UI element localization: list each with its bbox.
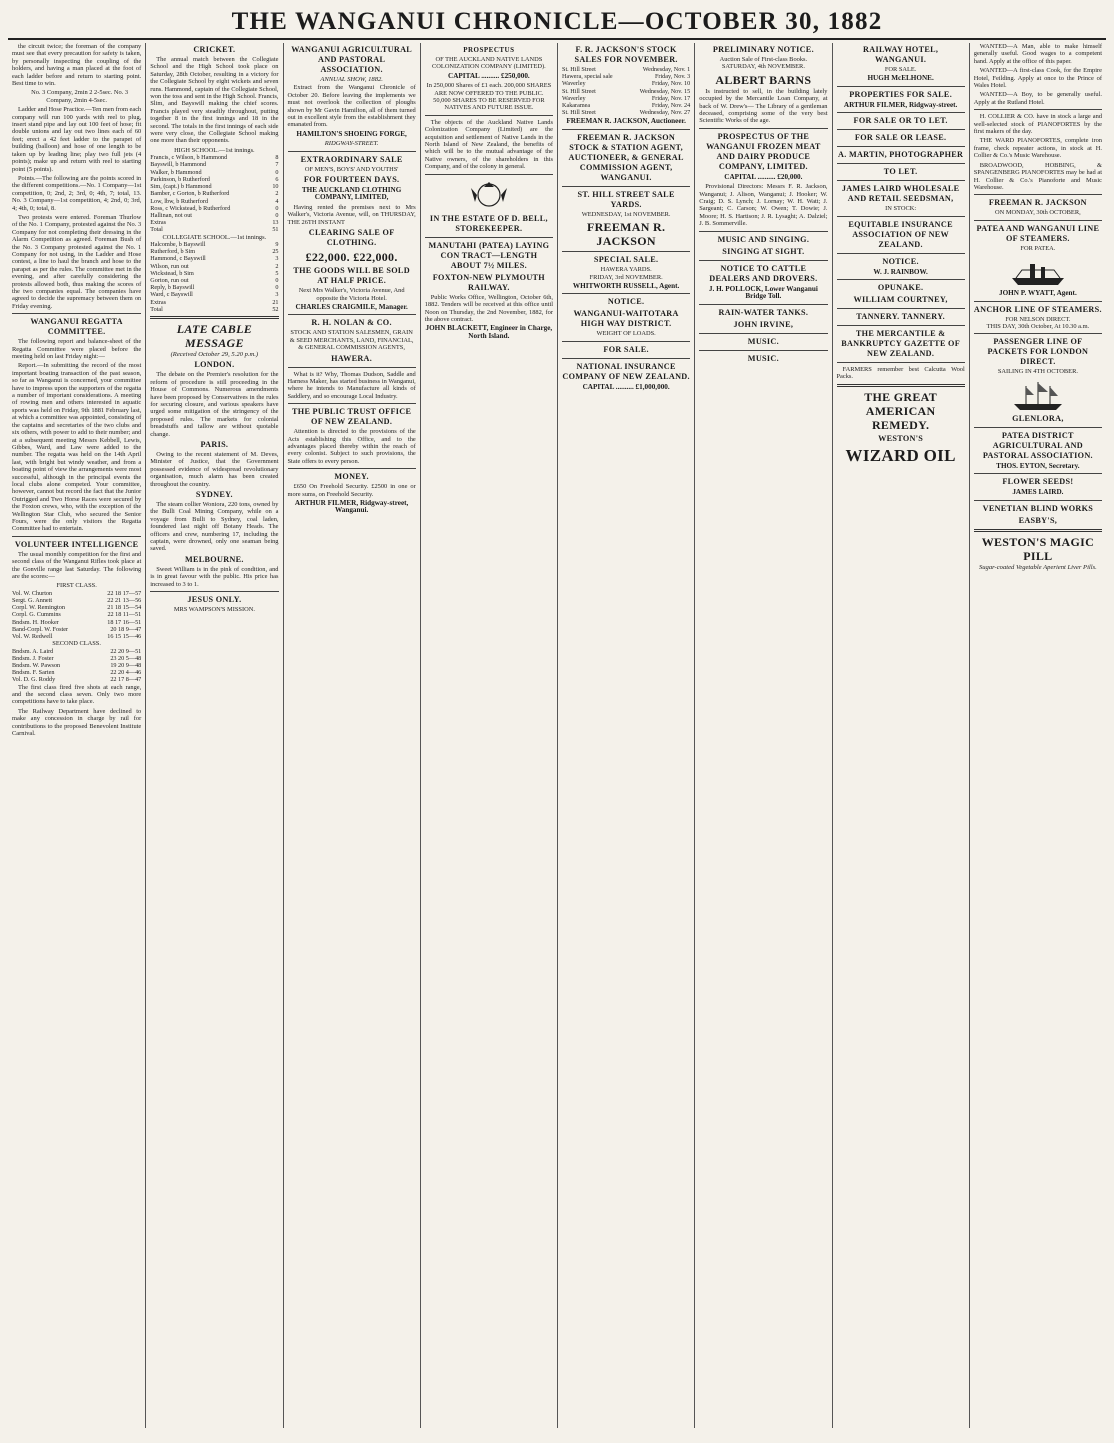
first-class-scores (12, 590, 141, 640)
table-row: Walker, b Hammond 0 (150, 168, 279, 176)
sailing-ship-icon (1008, 378, 1068, 412)
column-1 (8, 43, 145, 1428)
public-trust-text: Attention is directed to the provisions of the Acts establishing this Office, and to the advantages placed thereby within the reach of every colonist. Subject to such provisions, the State offers to every person. (287, 428, 416, 465)
hawera-yards: HAWERA YARDS. (600, 266, 652, 274)
wanted-cook: WANTED—A first-class Cook, for the Empire Hotel, Feilding. Apply at once to the Prince of Wales Hotel. (973, 67, 1102, 90)
hamilton-street: RIDGWAY-STREET. (324, 140, 379, 148)
for-sale-heading: FOR SALE. (603, 344, 649, 354)
paris-text: Owing to the recent statement of M. Deves, Minister of Justice, that the Government possessed evidence of widespread revolutionary organisation, much alarm has been created throughout the country. (150, 451, 279, 488)
column-7 (832, 43, 969, 1428)
prospectus-capital: CAPITAL .......... £250,000. (448, 71, 530, 80)
nolan-sub: STOCK AND STATION SALESMEN, GRAIN & SEED MERCHANTS, LAND, FINANCIAL, & GENERAL COMMISSION AGENTS, (289, 329, 414, 352)
table-row: Waverley Friday, Nov. 17 (562, 94, 691, 102)
table-row: Kakaramea Friday, Nov. 24 (562, 102, 691, 110)
sydney-heading: SYDNEY. (195, 490, 233, 500)
table-row: St. Hill Street Wednesday, Nov. 15 (562, 87, 691, 95)
special-sale: SPECIAL SALE. (593, 255, 659, 265)
rainbow-sign: W. J. RAINBOW. (873, 267, 928, 276)
column-2 (145, 43, 282, 1428)
volunteer-end: The first class fired five shots at each range, and the second class seven. Only two more competitions have to take place. (12, 683, 142, 706)
for-patea: FOR PATEA. (1020, 244, 1056, 252)
table-row: Hallinan, not out 0 (150, 211, 279, 219)
columns (8, 43, 1106, 1428)
column-6 (694, 43, 831, 1428)
weston-heading: WESTON'S (878, 433, 924, 443)
fire-brigade-results: No. 3 Company, 2min 2 2-5sec. No. 3 Company, 2min 4-5sec. (31, 89, 129, 104)
jesus-only-heading: JESUS ONLY. (187, 595, 242, 605)
engineer-sign: JOHN BLACKETT, Engineer in Charge, North Island. (425, 324, 553, 340)
laird-sign: JAMES LAIRD. (1012, 488, 1064, 497)
sale-or-lease: FOR SALE OR LEASE. (854, 133, 947, 143)
hotel-for-sale: FOR SALE. (884, 66, 917, 73)
prospectus-shares: In 250,000 Shares of £1 each. 200,000 SHARES ARE NOW OFFERED TO THE PUBLIC. 50,000 SHARES TO BE RESERVED FOR NATIVES AND FUTURE ISSUE. (426, 82, 552, 112)
manutahi-contract: MANUTAHI (PATEA) LAYING CON TRACT—LENGTH ABOUT 7½ MILES. (428, 240, 550, 270)
martin-photographer: A. MARTIN, PHOTOGRAPHER (838, 150, 964, 160)
table-row: Bndsm. A. Laird 22 20 9—51 (12, 647, 142, 655)
patea-steamers: PATEA AND WANGANUI LINE OF STEAMERS. (976, 223, 1100, 243)
weston-pills: WESTON'S MAGIC PILL (981, 534, 1095, 563)
sale-subject: OF MEN'S, BOYS' AND YOUTHS' (304, 165, 399, 173)
cable-received: (Received October 29, 5.20 p.m.) (170, 350, 259, 358)
fj-heading: FREEMAN R. JACKSON (586, 220, 666, 249)
collier-pianos: H. COLLIER & CO. have in stock a large and well-selected stock of PIANOFORTES by the first makers of the day. (973, 113, 1102, 136)
table-row: St. Hill Street Wednesday, Nov. 1 (562, 66, 691, 73)
half-price: THE GOODS WILL BE SOLD AT HALF PRICE. (293, 266, 410, 286)
easby: EASBY'S, (1018, 515, 1058, 525)
wyatt-sign: JOHN P. WYATT, Agent. (999, 289, 1077, 298)
anchor-line: ANCHOR LINE OF STEAMERS. (973, 304, 1102, 314)
agent-heading: FREEMAN R. JACKSON STOCK & STATION AGENT, AUCTIONEER, & GENERAL COMMISSION AGENT, WANGANUI. (568, 132, 684, 182)
rowena-date: ON MONDAY, 30th OCTOBER, (995, 209, 1081, 217)
sydney-text: The steam collier Woniora, 220 tons, owned by the Bulli Coal Mining Company, while on a voyage from Bulli to Sydney, coal laden, foundered last night off Botany Heads. The officers and crew, numbering 17, including the captain, were drowned, only one seaman being saved. (150, 501, 279, 553)
laird-seedsman: JAMES LAIRD WHOLESALE AND RETAIL SEEDSMAN, (841, 184, 960, 204)
jackson-ads-heading: F. R. JACKSON'S STOCK SALES FOR NOVEMBER. (574, 45, 678, 64)
singing-at-sight: SINGING AT SIGHT. (722, 246, 805, 256)
rain-water-tanks: RAIN-WATER TANKS. (718, 307, 809, 317)
column-4 (420, 43, 557, 1428)
london-text: The debate on the Premier's resolution for the reform of procedure is still proceeding in the House of Commons. Numerous amendments have been proposed by Conservatives in the rules for securing closure, and various speakers have urged some mitigation of the stringency of the proposed rules. The markets for colonial breadstuffs and tallow are without quotable change. (150, 371, 279, 438)
table-row: Hammond, c Bayswill 3 (150, 255, 279, 263)
high-school-innings-label: HIGH SCHOOL.—1st innings. (174, 146, 255, 154)
cricket-heading: CRICKET. (193, 45, 236, 54)
table-row: Wickstead, b Sim 5 (150, 269, 279, 277)
cricket-text: The annual match between the Collegiate School and the High School took place on Saturday, 28th October, resulting in a victory for the Collegiate School by eight wickets and seven runs. Hammond, captain of the Collegiate School, won the toss and sent in the High School. Francis, Slim, and Bayswill making the chief scores. Francis played very steadily throughout, putting together 8 in the first innings and 18 in the second. The totals in the first innings of each side were very close, the Collegiate School making one more than their opponents. (150, 56, 279, 145)
railway-hotel: RAILWAY HOTEL, WANGANUI. (863, 45, 939, 64)
meat-capital: CAPITAL .......... £20,000. (724, 172, 803, 181)
equitable-insurance: EQUITABLE INSURANCE ASSOCIATION OF NEW ZEALAND. (848, 219, 953, 249)
volunteer-text: The usual monthly competition for the first and second class of the Wanganui Rifles took place at the Gonville range last Saturday. The following are the scores:— (12, 550, 142, 580)
table-row: Bamber, c Gorton, b Rutherford 2 (150, 190, 279, 198)
melbourne-heading: MELBOURNE. (185, 554, 244, 564)
this-day: THIS DAY, 30th October, At 10.30 a.m. (986, 322, 1090, 330)
manager-sign: CHARLES CRAIGMILE, Manager. (295, 302, 408, 311)
agricultural-heading: WANGANUI AGRICULTURAL AND PASTORAL ASSOCIATION. (291, 45, 413, 74)
wool-packs: FARMERS remember best Calcutta Wool Packs. (836, 366, 965, 381)
patea-agricultural: PATEA DISTRICT AGRICULTURAL AND PASTORAL ASSOCIATION. (982, 430, 1093, 460)
sale-yards-date: WEDNESDAY, 1st NOVEMBER. (581, 210, 671, 218)
ward-pianos: THE WARD PIANOFORTES, complete iron frame, check repeater actions, in stock at H. Collier & Co.'s Music Warehouse. (973, 137, 1102, 160)
jackson-sign: FREEMAN R. JACKSON, Auctioneer. (566, 117, 686, 126)
clearing-sale: CLEARING SALE OF CLOTHING. (308, 228, 395, 248)
tannery-heading: TANNERY. TANNERY. (856, 312, 945, 322)
fire-brigade-intro: the circuit twice; the foreman of the company must see that every precaution for safety is taken, by personally inspecting the coupling of the holders, and having a man placed at the foot of each ladder before and return to starting point. Best time to win. (12, 43, 142, 88)
great-american-remedy: THE GREAT AMERICAN REMEDY. (864, 389, 938, 432)
volunteer-heading: VOLUNTEER INTELLIGENCE (14, 539, 139, 549)
table-row: Low, lbw, b Rutherford 4 (150, 197, 279, 205)
glenlora: GLENLORA, (1012, 413, 1064, 423)
clothing-company: THE AUCKLAND CLOTHING COMPANY, LIMITED, (301, 186, 402, 202)
mission-text: MRS WAMPSON'S MISSION. (173, 606, 255, 614)
nolan-heading: R. H. NOLAN & CO. (311, 318, 392, 328)
filmer-sign: ARTHUR FILMER, Ridgway-street, Wanganui. (294, 499, 409, 515)
prospectus-heading: PROSPECTUS (463, 46, 515, 54)
masthead: THE WANGANUI CHRONICLE—OCTOBER 30, 1882 (8, 6, 1106, 40)
properties-for-sale: PROPERTIES FOR SALE. (849, 89, 953, 99)
cattle-notice: NOTICE TO CATTLE DEALERS AND DROVERS. (709, 263, 818, 283)
foxton-text: Public Works Office, Wellington, October 6th, 1882. Tenders will be received at this office until Noon on Thursday, the 2nd November, 1882, for the above contract. (424, 293, 553, 323)
column-8 (969, 43, 1106, 1428)
table-row: Waverley Friday, Nov. 10 (562, 80, 691, 88)
prelim-heading: PRELIMINARY NOTICE. (712, 45, 814, 54)
sailing-date: SAILING IN 4TH OCTOBER. (997, 368, 1078, 376)
second-class-scores (12, 648, 141, 684)
weight-of-loads: WEIGHT OF LOADS. (596, 330, 656, 338)
prelim-date: SATURDAY, 4th NOVEMBER. (721, 63, 805, 71)
table-row: Francis, c Wilson, b Hammond 8 (150, 154, 279, 162)
sale-or-let: FOR SALE OR TO LET. (853, 116, 948, 126)
column-3 (283, 43, 420, 1428)
passenger-line: PASSENGER LINE OF PACKETS FOR LONDON DIRECT. (987, 337, 1089, 367)
insurance-capital: CAPITAL .......... £1,000,000. (582, 382, 670, 391)
bell-estate: IN THE ESTATE OF D. BELL, STOREKEEPER. (429, 213, 548, 233)
second-class-label: SECOND CLASS. (52, 640, 101, 648)
clothing-text: Having rented the premises next to Mrs Walker's, Victoria Avenue, will, on THURSDAY, THE 26TH INSTANT (287, 203, 416, 226)
mcelhone-sign: HUGH McELHONE. (867, 74, 934, 83)
steamer-icon (1008, 254, 1068, 288)
table-row: Vol. W. Churton 22 18 17—57 (12, 589, 142, 597)
dudson-ad: What is it? Why, Thomas Dudson, Saddle and Harness Maker, has started business in Wanganui, where he intends to Manufacture all kinds of Saddlery, and so encourage Local Industry. (287, 370, 416, 400)
table-row: Parkinson, b Rutherford 6 (150, 175, 279, 183)
hawera-date: FRIDAY, 3rd NOVEMBER. (589, 273, 663, 281)
opunake-heading: OPUNAKE. (877, 283, 924, 293)
music-heading-a: MUSIC. (747, 336, 779, 346)
broadwood-pianos: BROADWOOD, HOBBING, & SPANGENBERG PIANOFORTES may be had at H. Collier & Co.'s Pianoforte and Music Warehouse. (973, 161, 1102, 191)
agricultural-text: Extract from the Wanganui Chronicle of October 20. Before leaving the implements we must not overlook the collection of ploughs shown by Mr Gavin Hamilton, all of them turned out in excellent style from the establishment they emanated from. (287, 84, 416, 129)
whitworth-sign: WHITWORTH RUSSELL, Agent. (572, 282, 680, 291)
wanted-boy: WANTED—A Boy, to be generally useful. Apply at the Rutland Hotel. (973, 91, 1102, 106)
table-row: Total 51 (150, 226, 279, 234)
regatta-report: Report.—In submitting the record of the most important boating transaction of the past season, so far as Wanganui is concerned, your committee have to impress upon the supporters of the regatta a number of important considerations. A meeting of rowing men and others interested in aquatic sports was held on Friday, 9th 1881 February last, at which a committee was appointed, consisting of the captains and secretaries of the two clubs and six others, with power to add to their number; and at a subsequent meeting Messrs Kebbell, Lewis, Gibbes, Ward, and Law were added to the number. The regatta was held on the 14th April last, with bright but windy weather, and from a boating point of view the arrangements were most successful, although in the principal events the local clubs alone competed. Your committee, however, cannot but record the fact that the Junior Outrigged and Two Horse Races were secured by the Foxton crews, who, with the exception of the Wellington Star Club, who secured the Senior Fours, were the only visitors the Regatta Committee had to entertain. (12, 362, 142, 533)
collegiate-innings-label: COLLEGIATE SCHOOL.—1st innings. (162, 233, 267, 241)
waitotara-heading: WANGANUI-WAITOTARA HIGH WAY DISTRICT. (573, 309, 679, 329)
flower-seeds: FLOWER SEEDS! (1002, 477, 1074, 487)
wizard-oil: WIZARD OIL (845, 445, 956, 465)
table-row: Rutherford, b Sim 25 (150, 248, 279, 256)
table-row: Band-Corpl. W. Foster 20 18 9—47 (12, 625, 142, 633)
mercantile-gazette: THE MERCANTILE & BANKRUPTCY GAZETTE OF NEW ZEALAND. (841, 329, 961, 359)
barns-heading: ALBERT BARNS (715, 72, 812, 87)
in-stock: IN STOCK: (885, 205, 917, 213)
high-school-innings (150, 154, 278, 233)
annual-show: ANNUAL SHOW, 1882. (320, 76, 383, 83)
extraordinary-sale: EXTRAORDINARY SALE (300, 154, 403, 164)
table-row: Extras 13 (150, 219, 279, 227)
table-row: Sergt. G. Annett 22 21 13—56 (12, 597, 142, 605)
prospectus-sub: OF THE AUCKLAND NATIVE LANDS COLONIZATION COMPANY (LIMITED). (432, 56, 546, 71)
barns-text: Is instructed to sell, in the building lately occupied by the Mercantile Loan Company, at back of W. Drew's— The Library of a gentleman deceased, comprising some of the very best Scientific Works of the age. (699, 87, 828, 125)
table-row: Ross, c Wickstead, b Rutherford 0 (150, 204, 279, 212)
table-row: Bndsm. F. Sarten 22 20 4—46 (12, 669, 142, 677)
notice-heading: NOTICE. (607, 297, 645, 307)
protests: Two protests were entered. Foreman Thurlow of the No. 1 Company, protested against the No. 3 Company for not completing their dressing in the Alarm Competition as agreed. Foreman Bush of the No. 3 Company protested against the No. 1 Company for not using, in the Ladder and Hose contest, a line to haul the branch and hose to the parapet as per the rules. The committee met in the evening, and after carefully considering the protests allowed both, thus making the scores of the two companies equal. The companies have agreed to decide the supremacy between them on Friday evening. (12, 213, 142, 310)
sale-yards-heading: ST. HILL STREET SALE YARDS. (577, 189, 675, 209)
paris-heading: PARIS. (200, 440, 229, 450)
venetian-blinds: VENETIAN BLIND WORKS (982, 503, 1094, 513)
irvine-heading: JOHN IRVINE, (733, 319, 794, 329)
foxton-railway: FOXTON-NEW PLYMOUTH RAILWAY. (432, 272, 545, 292)
railway-text: The Railway Department have declined to make any concession in charge by rail for contributions to the proposed Benevolent Institute Carnival. (12, 707, 142, 738)
hamilton-heading: HAMILTON'S SHOEING FORGE, (296, 129, 407, 138)
wanted-man: WANTED—A Man, able to make himself generally useful. Good wages to a competent hand. Apply at the office of this paper. (973, 43, 1102, 65)
table-row: Sim, (capt.) b Hammond 10 (150, 183, 279, 191)
table-row: Bndsm. H. Hooker 18 17 16—51 (12, 618, 142, 626)
table-row: Extras 21 (150, 298, 279, 306)
prospectus-objects: The objects of the Auckland Native Lands Colonization Company (Limited) are the acquisition and settlement of Native Lands in the North Island of New Zealand, the benefits of which will be to the mutual advantage of the Native owners, of the shareholders in this Company, and of the colony in general. (424, 118, 553, 171)
table-row: Bndsm. J. Foster 23 20 5—48 (12, 654, 142, 662)
table-row: Halcombe, b Bayswill 9 (150, 240, 279, 248)
cable-heading: LATE CABLE MESSAGE (176, 321, 253, 350)
london-heading: LONDON. (194, 360, 235, 370)
regatta-heading: WANGANUI REGATTA COMMITTEE. (30, 317, 123, 337)
royal-crest-icon (469, 178, 509, 212)
ladder-practice: Ladder and Hose Practice.—Ten men from each company will run 100 yards with reel to plug, insert stand pipe and lay out 100 feet of hose; fit double unions and lay out two lines each of 60 feet; erect a 42 feet ladder to the parapet of building (balloon) and hose of one length to be taken up by leading line; play two full jets (4 points); make up and return with reel to starting point (5 points). (12, 106, 142, 173)
jackson-shipping: FREEMAN R. JACKSON (988, 198, 1087, 208)
music-heading-b: MUSIC. (747, 353, 779, 363)
regatta-text: The following report and balance-sheet of the Regatta Committee were placed before the meeting held on last Friday night:— (12, 338, 142, 361)
first-class-label: FIRST CLASS. (56, 582, 97, 590)
table-row: Ward, c Bayswill 3 (150, 291, 279, 299)
frozen-meat-heading: PROSPECTUS OF THE WANGANUI FROZEN MEAT AND DAIRY PRODUCE COMPANY, LIMITED. (706, 131, 821, 171)
table-row: Wilson, run out 2 (150, 262, 279, 270)
money-heading: MONEY. (334, 472, 369, 482)
pollock-sign: J. H. POLLOCK, Lower Wanganui Bridge Toll. (708, 284, 818, 301)
table-row: Bayswill, b Hammond 7 (150, 161, 279, 169)
public-trust-heading: THE PUBLIC TRUST OFFICE OF NEW ZEALAND. (292, 407, 412, 427)
eyton-sign: THOS. EYTON, Secretary. (996, 461, 1080, 470)
filmer-sign-2: ARTHUR FILMER, Ridgway-street. (843, 100, 958, 109)
points-scored: Points.—The following are the points scored in the different competitions.—No. 1 Company—1st competition, 0; 2nd, 2; 3rd, 0; 4th, 7; total, 13. No. 3 Company—1st competition, 4; 2nd, 0; 3rd, 4; 4th, 0; total, 8. (12, 174, 142, 212)
money-text: £650 On Freehold Security. £2500 in one or more sums, on Freehold Security. (287, 483, 416, 498)
insurance-heading: NATIONAL INSURANCE COMPANY OF NEW ZEALAND. (562, 361, 690, 381)
meat-directors: Provisional Directors: Messrs F. R. Jackson, Wanganui; J. Alison, Wanganui; J. Hooker; W. Craig; D. S. Lynch; J. Lornay; W. H. Watt; J. Sargeant; C. Carson; W. Owen; T. Dowie; J. Moore; H. S. Hartison; J. R. Lysaght; A. Dalziel; J. B. Sommerville. (699, 183, 828, 228)
table-row: Vol. D. G. Roddy 22 17 8—47 (12, 676, 142, 684)
pills-sub: Sugar-coated Vegetable Aperient Liver Pills. (978, 563, 1097, 571)
sale-amount: £22,000. £22,000. (305, 250, 398, 265)
collegiate-innings (150, 241, 278, 313)
courtney-heading: WILLIAM COURTNEY, (853, 295, 948, 305)
nelson-direct: FOR NELSON DIRECT. (1005, 315, 1071, 323)
music-singing: MUSIC AND SINGING. (717, 234, 810, 244)
sale-address: Next Mrs Walker's, Victoria Avenue, And opposite the Victoria Hotel. (298, 287, 405, 302)
table-row: Vol. W. Redwell 16 15 15—46 (12, 633, 142, 641)
notice-heading-2: NOTICE. (882, 256, 919, 266)
to-let: TO LET. (883, 167, 918, 177)
table-row: Hawera, special sale Friday, Nov. 3 (562, 73, 691, 81)
table-row: Reply, b Bayswill 0 (150, 284, 279, 292)
fourteen-days: FOR FOURTEEN DAYS. (303, 175, 400, 185)
nolan-place: HAWERA. (331, 353, 373, 363)
table-row: Corpl. G. Cummins 22 18 11—51 (12, 611, 142, 619)
prelim-sub: Auction Sale of First-class Books. (719, 56, 808, 63)
table-row: Corpl. W. Remington 21 18 15—54 (12, 604, 142, 612)
melbourne-text: Sweet William is in the pink of condition, and is in great favour with the public. His price has increased to 3 to 1. (150, 565, 279, 588)
table-row: Bndsm. W. Pawson 19 20 9—48 (12, 662, 142, 670)
table-row: St. Hill Street Wednesday, Nov. 27 (562, 109, 691, 117)
table-row: Total 52 (150, 305, 279, 313)
stock-sales-table (562, 66, 690, 116)
table-row: Gorton, run out 0 (150, 276, 279, 284)
column-5 (557, 43, 694, 1428)
